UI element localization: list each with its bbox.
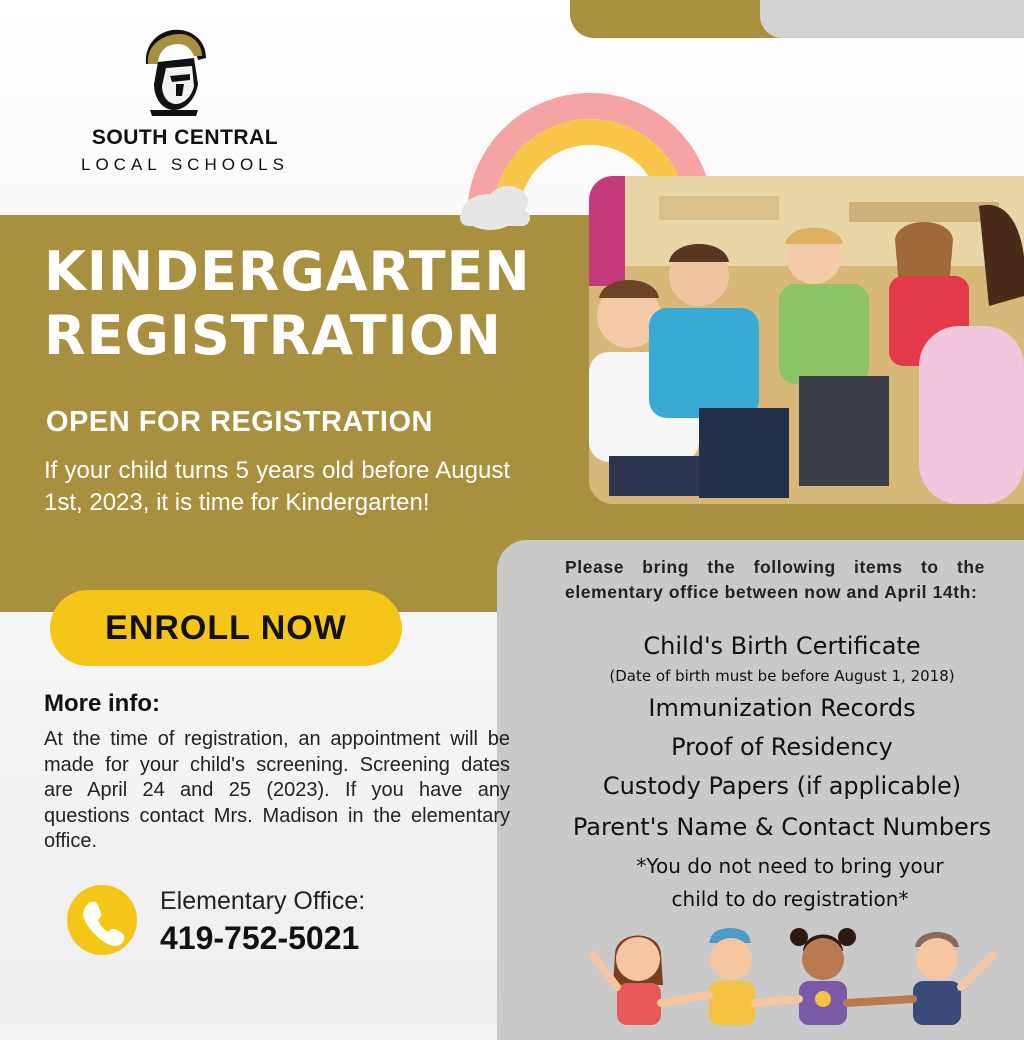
school-subtitle: LOCAL SCHOOLS — [81, 155, 289, 174]
kids-holding-hands-illustration — [585, 915, 1005, 1025]
registration-footnote — [560, 850, 1020, 916]
page-title — [44, 240, 531, 368]
title-line-2: REGISTRATION — [44, 304, 502, 367]
item-parent-contact: Parent's Name & Contact Numbers — [572, 813, 992, 841]
trojan-helmet-icon — [136, 24, 212, 116]
office-label: Elementary Office: — [160, 887, 366, 915]
top-gray-tab — [760, 0, 1024, 38]
classroom-photo — [589, 176, 1024, 504]
phone-icon[interactable] — [67, 885, 137, 955]
bring-items-intro: Please bring the following items to the elementary office between now and April 14th: — [565, 557, 985, 602]
item-residency: Proof of Residency — [671, 733, 893, 761]
children-photo-illustration — [589, 176, 1024, 504]
item-immunization: Immunization Records — [648, 694, 916, 722]
title-line-1: KINDERGARTEN — [44, 240, 531, 303]
footnote-line-1: *You do not need to bring your — [636, 854, 944, 878]
footnote-line-2: child to do registration* — [671, 887, 909, 911]
more-info-text: At the time of registration, an appointment will be made for your child's screening. Screening dates are April 24 and 25 (2023). If you have any questions contact Mrs. Madison in the elementary office. — [44, 728, 510, 852]
school-name: SOUTH CENTRAL — [91, 126, 279, 149]
intro-text: If your child turns 5 years old before August 1st, 2023, it is time for Kindergarten! — [44, 457, 510, 516]
more-info-heading: More info: — [44, 690, 160, 717]
enroll-now-button[interactable]: ENROLL NOW — [50, 590, 402, 666]
item-custody: Custody Papers (if applicable) — [602, 772, 962, 800]
item-birth-certificate: Child's Birth Certificate — [643, 632, 921, 660]
phone-number[interactable]: 419-752-5021 — [160, 920, 360, 956]
item-birth-note: (Date of birth must be before August 1, 2018) — [609, 667, 955, 685]
open-for-registration-heading: OPEN FOR REGISTRATION — [46, 406, 433, 438]
